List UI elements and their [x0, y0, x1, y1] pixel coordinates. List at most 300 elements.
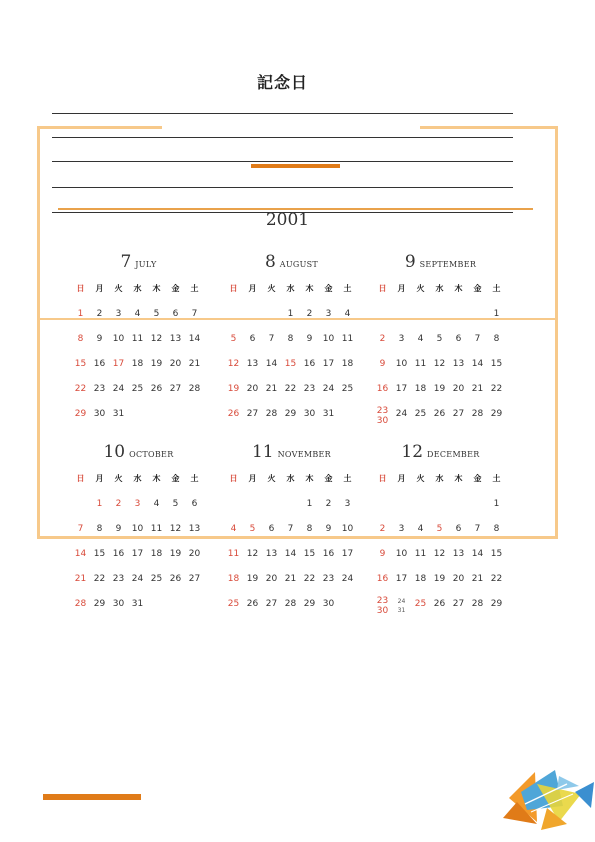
- day-cell: [338, 595, 357, 620]
- weekday-header: [373, 280, 508, 305]
- day-cell: 31: [131, 599, 144, 609]
- day-cell: 6: [268, 524, 275, 534]
- day-cell: 26: [227, 409, 240, 419]
- weekday-label: 日: [76, 284, 85, 293]
- day-cell: 29: [490, 409, 503, 419]
- day-cell: 13: [452, 549, 465, 559]
- day-cell: 13: [169, 334, 182, 344]
- weekday-label: 水: [286, 284, 295, 293]
- week-row: [71, 405, 206, 430]
- day-cell: 27: [169, 384, 182, 394]
- day-cell: 19: [433, 384, 446, 394]
- day-cell: 27: [452, 409, 465, 419]
- day-cell: 2: [379, 334, 386, 344]
- day-cell: 7: [474, 524, 481, 534]
- day-cell: 12: [433, 359, 446, 369]
- day-cell: 17: [395, 384, 408, 394]
- day-cell: 14: [74, 549, 87, 559]
- year-label: 2001: [265, 210, 310, 230]
- day-cell: 20: [188, 549, 201, 559]
- day-cell: 26: [169, 574, 182, 584]
- day-cell: 4: [230, 524, 237, 534]
- day-cell: 29: [284, 409, 297, 419]
- day-cell: 28: [471, 409, 484, 419]
- day-cell: 9: [115, 524, 122, 534]
- day-cell: 16: [112, 549, 125, 559]
- day-cell: 12: [246, 549, 259, 559]
- day-cell: [262, 305, 281, 330]
- day-cell: 4: [417, 524, 424, 534]
- day-cell: 18: [341, 359, 354, 369]
- day-cell: 5: [436, 334, 443, 344]
- day-cell: 23 30: [376, 406, 389, 426]
- day-cell: 30: [322, 599, 335, 609]
- day-cell: 17: [131, 549, 144, 559]
- month-number: 9: [404, 252, 416, 272]
- day-cell: 13: [265, 549, 278, 559]
- day-cell: 17: [395, 574, 408, 584]
- month-number: 7: [120, 252, 132, 272]
- day-cell: [468, 495, 487, 520]
- day-cell: [224, 305, 243, 330]
- weekday-label: 金: [473, 474, 482, 483]
- day-cell: [147, 595, 166, 620]
- day-cell: 15: [74, 359, 87, 369]
- day-cell: 14: [471, 359, 484, 369]
- month-calendar: [71, 252, 206, 430]
- day-cell: 18: [150, 549, 163, 559]
- week-row: [71, 355, 206, 380]
- day-cell: 10: [341, 524, 354, 534]
- day-cell: 6: [249, 334, 256, 344]
- day-cell: 10: [322, 334, 335, 344]
- week-row: [71, 495, 206, 520]
- month-calendar: [373, 252, 508, 430]
- day-cell: [243, 495, 262, 520]
- week-row: [71, 545, 206, 570]
- day-cell: 27: [246, 409, 259, 419]
- weekday-label: 月: [397, 284, 406, 293]
- day-cell: [338, 405, 357, 430]
- day-cell: 13: [246, 359, 259, 369]
- weekday-label: 火: [267, 474, 276, 483]
- day-cell: 2: [115, 499, 122, 509]
- month-name: JULY: [135, 260, 157, 269]
- day-cell: 22: [490, 384, 503, 394]
- weekday-label: 土: [343, 474, 352, 483]
- day-cell: 15: [490, 359, 503, 369]
- day-cell: 15: [93, 549, 106, 559]
- weekday-label: 日: [378, 474, 387, 483]
- day-cell: 21: [265, 384, 278, 394]
- month-header: [71, 252, 206, 280]
- weekday-label: 水: [435, 474, 444, 483]
- day-cell: [262, 495, 281, 520]
- week-row: [224, 570, 359, 595]
- day-cell: 17: [112, 359, 125, 369]
- day-cell: [166, 595, 185, 620]
- day-cell: 4: [417, 334, 424, 344]
- day-cell: 10: [112, 334, 125, 344]
- day-cell: 11: [414, 549, 427, 559]
- day-cell: 28: [284, 599, 297, 609]
- month-header: [373, 252, 508, 280]
- day-cell: 19: [169, 549, 182, 559]
- day-cell: 1: [306, 499, 313, 509]
- day-cell: 15: [284, 359, 297, 369]
- day-cell: 20: [169, 359, 182, 369]
- weekday-header: [224, 280, 359, 305]
- week-row: [71, 330, 206, 355]
- day-cell: 12: [227, 359, 240, 369]
- day-cell: 25: [150, 574, 163, 584]
- week-row: [71, 595, 206, 620]
- day-cell: [128, 405, 147, 430]
- week-row: [71, 380, 206, 405]
- day-cell: 24 31: [397, 598, 406, 614]
- day-cell: 11: [150, 524, 163, 534]
- week-row: [373, 495, 508, 520]
- day-cell: 22: [284, 384, 297, 394]
- day-cell: 30: [112, 599, 125, 609]
- day-cell: 18: [414, 384, 427, 394]
- weekday-label: 日: [229, 474, 238, 483]
- day-cell: 22: [303, 574, 316, 584]
- day-cell: 11: [414, 359, 427, 369]
- day-cell: [411, 495, 430, 520]
- day-cell: 2: [306, 309, 313, 319]
- week-row: [373, 355, 508, 380]
- day-cell: 7: [77, 524, 84, 534]
- day-cell: 11: [131, 334, 144, 344]
- day-cell: 16: [93, 359, 106, 369]
- week-row: [71, 570, 206, 595]
- weekday-label: 金: [324, 284, 333, 293]
- day-cell: 14: [471, 549, 484, 559]
- day-cell: 9: [325, 524, 332, 534]
- day-cell: 30: [303, 409, 316, 419]
- day-cell: [392, 495, 411, 520]
- day-cell: 13: [452, 359, 465, 369]
- week-row: [224, 305, 359, 330]
- geometric-fish-icon: [497, 764, 595, 838]
- day-cell: 8: [306, 524, 313, 534]
- day-cell: 18: [131, 359, 144, 369]
- day-cell: 25: [227, 599, 240, 609]
- week-row: [373, 595, 508, 620]
- day-cell: 20: [265, 574, 278, 584]
- day-cell: [185, 595, 204, 620]
- day-cell: 6: [172, 309, 179, 319]
- weekday-label: 月: [95, 284, 104, 293]
- day-cell: 7: [268, 334, 275, 344]
- weekday-label: 木: [454, 474, 463, 483]
- day-cell: 23: [322, 574, 335, 584]
- weekday-label: 月: [248, 474, 257, 483]
- week-row: [373, 380, 508, 405]
- day-cell: 8: [96, 524, 103, 534]
- day-cell: 2: [379, 524, 386, 534]
- day-cell: 8: [287, 334, 294, 344]
- day-cell: 10: [131, 524, 144, 534]
- day-cell: 26: [433, 599, 446, 609]
- weekday-label: 日: [76, 474, 85, 483]
- day-cell: 17: [341, 549, 354, 559]
- weekday-label: 月: [248, 284, 257, 293]
- day-cell: 6: [455, 524, 462, 534]
- day-cell: 4: [134, 309, 141, 319]
- day-cell: 12: [150, 334, 163, 344]
- day-cell: 19: [227, 384, 240, 394]
- weekday-label: 木: [454, 284, 463, 293]
- day-cell: 21: [471, 574, 484, 584]
- weekday-label: 木: [152, 284, 161, 293]
- week-row: [373, 545, 508, 570]
- month-number: 10: [103, 442, 126, 462]
- day-cell: 26: [246, 599, 259, 609]
- day-cell: 16: [376, 384, 389, 394]
- week-row: [224, 355, 359, 380]
- day-cell: 24: [395, 409, 408, 419]
- weekday-label: 月: [95, 474, 104, 483]
- day-cell: 24: [322, 384, 335, 394]
- day-cell: [373, 495, 392, 520]
- day-cell: [281, 495, 300, 520]
- weekday-label: 金: [324, 474, 333, 483]
- weekday-label: 金: [171, 284, 180, 293]
- month-calendar: [373, 442, 508, 620]
- day-cell: 1: [77, 309, 84, 319]
- day-cell: 19: [150, 359, 163, 369]
- month-number: 11: [251, 442, 274, 462]
- day-cell: 19: [246, 574, 259, 584]
- day-cell: 1: [96, 499, 103, 509]
- weekday-label: 火: [114, 474, 123, 483]
- day-cell: 5: [153, 309, 160, 319]
- weekday-label: 水: [286, 474, 295, 483]
- ruled-line: [52, 113, 513, 114]
- day-cell: [449, 305, 468, 330]
- day-cell: 3: [344, 499, 351, 509]
- day-cell: 25: [131, 384, 144, 394]
- month-calendar: [224, 252, 359, 430]
- day-cell: 7: [474, 334, 481, 344]
- weekday-label: 金: [171, 474, 180, 483]
- week-row: [71, 305, 206, 330]
- day-cell: 7: [191, 309, 198, 319]
- day-cell: 3: [134, 499, 141, 509]
- day-cell: 3: [398, 524, 405, 534]
- weekday-label: 金: [473, 284, 482, 293]
- month-header: [71, 442, 206, 470]
- day-cell: [243, 305, 262, 330]
- day-cell: 24: [341, 574, 354, 584]
- day-cell: 17: [322, 359, 335, 369]
- day-cell: 20: [452, 384, 465, 394]
- month-header: [224, 252, 359, 280]
- day-cell: [373, 305, 392, 330]
- day-cell: 25: [414, 409, 427, 419]
- day-cell: 12: [433, 549, 446, 559]
- day-cell: 5: [172, 499, 179, 509]
- week-row: [224, 545, 359, 570]
- weekday-label: 木: [305, 284, 314, 293]
- day-cell: 6: [455, 334, 462, 344]
- day-cell: 22: [490, 574, 503, 584]
- day-cell: 22: [93, 574, 106, 584]
- weekday-label: 水: [435, 284, 444, 293]
- month-name: NOVEMBER: [277, 450, 331, 459]
- day-cell: 18: [227, 574, 240, 584]
- weekday-label: 土: [492, 474, 501, 483]
- week-row: [373, 405, 508, 430]
- day-cell: 20: [452, 574, 465, 584]
- week-row: [373, 570, 508, 595]
- day-cell: [411, 305, 430, 330]
- day-cell: 23 30: [376, 596, 389, 616]
- day-cell: [449, 495, 468, 520]
- footer-accent-bar: [43, 794, 141, 800]
- day-cell: 19: [433, 574, 446, 584]
- weekday-label: 水: [133, 474, 142, 483]
- day-cell: 30: [93, 409, 106, 419]
- day-cell: 2: [325, 499, 332, 509]
- month-calendar: [71, 442, 206, 620]
- day-cell: [468, 305, 487, 330]
- month-name: AUGUST: [279, 260, 319, 269]
- week-row: [373, 305, 508, 330]
- day-cell: 23: [112, 574, 125, 584]
- page-title: 記念日: [256, 73, 308, 92]
- month-name: DECEMBER: [427, 450, 480, 459]
- day-cell: 9: [96, 334, 103, 344]
- day-cell: 23: [93, 384, 106, 394]
- weekday-label: 土: [190, 474, 199, 483]
- day-cell: 16: [376, 574, 389, 584]
- day-cell: 15: [490, 549, 503, 559]
- day-cell: 22: [74, 384, 87, 394]
- week-row: [224, 520, 359, 545]
- month-calendar: [224, 442, 359, 620]
- day-cell: 11: [227, 549, 240, 559]
- day-cell: 23: [303, 384, 316, 394]
- day-cell: 21: [188, 359, 201, 369]
- day-cell: 27: [265, 599, 278, 609]
- day-cell: [392, 305, 411, 330]
- month-name: SEPTEMBER: [419, 260, 477, 269]
- weekday-label: 土: [492, 284, 501, 293]
- day-cell: 1: [493, 309, 500, 319]
- day-cell: 5: [249, 524, 256, 534]
- day-cell: 28: [74, 599, 87, 609]
- day-cell: [430, 305, 449, 330]
- day-cell: 20: [246, 384, 259, 394]
- day-cell: 14: [188, 334, 201, 344]
- weekday-label: 水: [133, 284, 142, 293]
- day-cell: 12: [169, 524, 182, 534]
- day-cell: 1: [493, 499, 500, 509]
- day-cell: 21: [284, 574, 297, 584]
- day-cell: 27: [188, 574, 201, 584]
- week-row: [224, 595, 359, 620]
- month-name: OCTOBER: [129, 450, 174, 459]
- day-cell: 24: [131, 574, 144, 584]
- day-cell: 9: [379, 549, 386, 559]
- day-cell: 3: [325, 309, 332, 319]
- day-cell: 14: [265, 359, 278, 369]
- day-cell: 2: [96, 309, 103, 319]
- day-cell: 25: [414, 599, 427, 609]
- day-cell: 10: [395, 549, 408, 559]
- day-cell: [430, 495, 449, 520]
- day-cell: 8: [493, 524, 500, 534]
- day-cell: 21: [74, 574, 87, 584]
- day-cell: 16: [303, 359, 316, 369]
- weekday-label: 火: [416, 474, 425, 483]
- day-cell: 3: [115, 309, 122, 319]
- day-cell: 31: [112, 409, 125, 419]
- day-cell: 11: [341, 334, 354, 344]
- day-cell: 9: [306, 334, 313, 344]
- day-cell: 16: [322, 549, 335, 559]
- week-row: [71, 520, 206, 545]
- week-row: [224, 330, 359, 355]
- day-cell: 24: [112, 384, 125, 394]
- day-cell: [224, 495, 243, 520]
- day-cell: 21: [471, 384, 484, 394]
- day-cell: 14: [284, 549, 297, 559]
- weekday-label: 木: [152, 474, 161, 483]
- week-row: [373, 330, 508, 355]
- day-cell: 25: [341, 384, 354, 394]
- day-cell: 4: [153, 499, 160, 509]
- day-cell: 7: [287, 524, 294, 534]
- day-cell: 4: [344, 309, 351, 319]
- day-cell: 28: [188, 384, 201, 394]
- day-cell: 28: [265, 409, 278, 419]
- weekday-label: 月: [397, 474, 406, 483]
- week-row: [373, 520, 508, 545]
- day-cell: [147, 405, 166, 430]
- week-row: [224, 380, 359, 405]
- weekday-label: 火: [114, 284, 123, 293]
- day-cell: 29: [93, 599, 106, 609]
- day-cell: 3: [398, 334, 405, 344]
- day-cell: 5: [436, 524, 443, 534]
- day-cell: 6: [191, 499, 198, 509]
- day-cell: [71, 495, 90, 520]
- day-cell: 29: [74, 409, 87, 419]
- day-cell: 10: [395, 359, 408, 369]
- month-header: [224, 442, 359, 470]
- weekday-header: [71, 280, 206, 305]
- weekday-label: 土: [190, 284, 199, 293]
- weekday-label: 日: [378, 284, 387, 293]
- day-cell: 9: [379, 359, 386, 369]
- weekday-label: 火: [416, 284, 425, 293]
- day-cell: 18: [414, 574, 427, 584]
- day-cell: 31: [322, 409, 335, 419]
- week-row: [224, 405, 359, 430]
- day-cell: 8: [77, 334, 84, 344]
- day-cell: 29: [490, 599, 503, 609]
- day-cell: 28: [471, 599, 484, 609]
- weekday-header: [224, 470, 359, 495]
- month-number: 12: [401, 442, 424, 462]
- day-cell: 26: [433, 409, 446, 419]
- weekday-header: [71, 470, 206, 495]
- day-cell: 27: [452, 599, 465, 609]
